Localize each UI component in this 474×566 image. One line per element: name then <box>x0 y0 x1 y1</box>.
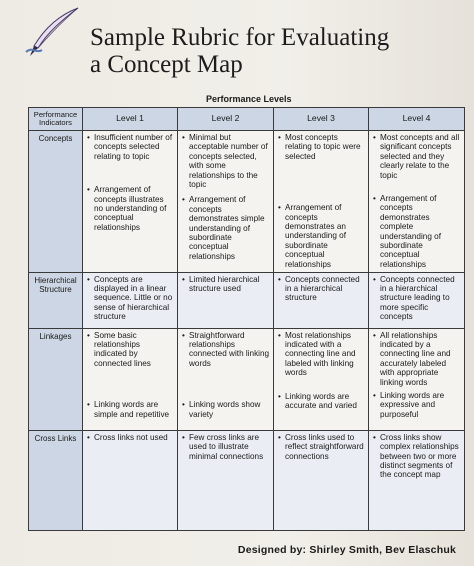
rubric-cell <box>274 430 369 530</box>
criterion: • Most relationships indicated with a connecting line and labeled with linking words <box>285 331 365 378</box>
criterion: • Linking words are expressive and purposeful <box>380 391 461 419</box>
rubric-cell <box>83 328 178 430</box>
row-indicator: Hierarchical Structure <box>29 272 83 328</box>
criterion: • Limited hierarchical structure used <box>189 275 270 294</box>
criterion: • Arrangement of concepts demonstrates simple understanding of subordinate conceptual relationships <box>189 195 270 261</box>
row-indicator: Cross Links <box>29 430 83 530</box>
rubric-table <box>28 107 465 531</box>
rubric-cell <box>274 328 369 430</box>
table-row <box>29 131 465 273</box>
criterion: • Concepts are displayed in a linear sequence. Little or no sense of hierarchical structure <box>94 275 174 322</box>
rubric-cell <box>274 272 369 328</box>
criterion: • Cross links show complex relationships between two or more distinct segments of the concept map <box>380 433 461 480</box>
table-row <box>29 430 465 530</box>
rubric-cell <box>369 272 465 328</box>
row-indicator: Concepts <box>29 131 83 273</box>
criterion: • Insufficient number of concepts selected relating to topic <box>94 133 174 161</box>
criterion: • Concepts connected in a hierarchical structure leading to more specific concepts <box>380 275 461 322</box>
rubric-cell <box>369 328 465 430</box>
rubric-cell <box>369 131 465 273</box>
rubric-cell <box>83 131 178 273</box>
criterion: • Minimal but acceptable number of concepts selected, with some relationships to the topic <box>189 133 270 189</box>
criterion: • Concepts connected in a hierarchical structure <box>285 275 365 303</box>
criterion: • Linking words show variety <box>189 400 270 419</box>
criterion: • Cross links not used <box>94 433 174 442</box>
row-indicator: Linkages <box>29 328 83 430</box>
criterion: • Linking words are accurate and varied <box>285 392 365 411</box>
credit-line: Designed by: Shirley Smith, Bev Elaschuk <box>237 544 456 556</box>
performance-indicators-header: Performance Indicators <box>29 108 83 131</box>
criterion: • Some basic relationships indicated by connected lines <box>94 331 174 369</box>
level-1-header: Level 1 <box>83 108 178 131</box>
rubric-cell <box>274 131 369 273</box>
criterion: • Most concepts relating to topic were selected <box>285 133 365 161</box>
title-line-1: Sample Rubric for Evaluating <box>90 24 390 51</box>
criterion: • Straightforward relationships connected with linking words <box>189 331 270 369</box>
criterion: • Cross links used to reflect straightforward connections <box>285 433 365 461</box>
performance-levels-caption: Performance Levels <box>206 94 292 104</box>
criterion: • Few cross links are used to illustrate minimal connections <box>189 433 270 461</box>
criterion: • Arrangement of concepts demonstrates complete understanding of subordinate conceptual relationships <box>380 194 461 269</box>
criterion: • All relationships indicated by a connecting line and accurately labeled with appropriate linking words <box>380 331 461 387</box>
criterion: • Arrangement of concepts illustrates no understanding of conceptual relationships <box>94 185 174 232</box>
rubric-cell <box>178 328 274 430</box>
level-4-header: Level 4 <box>369 108 465 131</box>
rubric-cell <box>178 430 274 530</box>
rubric-cell <box>83 430 178 530</box>
rubric-cell <box>83 272 178 328</box>
title-line-2: a Concept Map <box>90 51 243 78</box>
rubric-cell <box>178 131 274 273</box>
table-row <box>29 328 465 430</box>
rubric-cell <box>369 430 465 530</box>
document-title <box>90 24 420 78</box>
level-3-header: Level 3 <box>274 108 369 131</box>
criterion: • Linking words are simple and repetitive <box>94 400 174 419</box>
header-row <box>29 108 465 131</box>
rubric-cell <box>178 272 274 328</box>
criterion: • Arrangement of concepts demonstrates an understanding of subordinate conceptual relationships <box>285 203 365 269</box>
table-row <box>29 272 465 328</box>
level-2-header: Level 2 <box>178 108 274 131</box>
criterion: • Most concepts and all significant concepts selected and they clearly relate to the topic <box>380 133 461 180</box>
quill-pen-icon <box>22 6 82 58</box>
